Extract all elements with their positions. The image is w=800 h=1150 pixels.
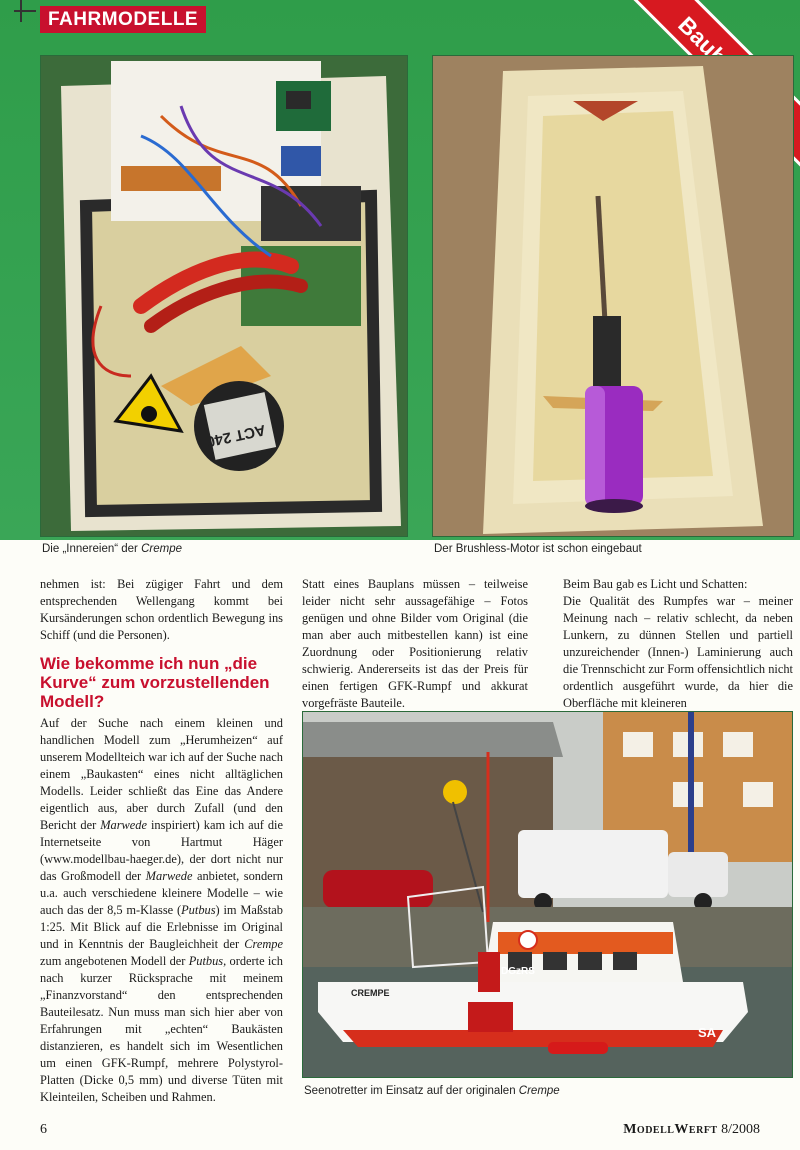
paragraph: Beim Bau gab es Licht und Schatten: (563, 577, 748, 591)
photo-rescue-boat (302, 711, 793, 1078)
crop-mark (14, 10, 36, 12)
magazine-issue: ModellWerft 8/2008 (623, 1122, 760, 1137)
section-heading: Wie bekomme ich nun „die Kurve“ zum vorzustellenden Modell? (40, 654, 270, 711)
paragraph: Auf der Suche nach einem kleinen und handlichen Modell zum „Herumheizen“ auf unserem Modellteich war ich auf der Suche nach einem „Baukasten“ eines nicht alltäglichen Modells. Leider schließt das Eine das Andere eigentlich aus, aber durch Zufall (und den Bericht der Marwede inspiriert) kam ich auf die Internetseite von Hartmut Häger (www.modellbau-haeger.de), der dort nicht nur das Großmodell der Marwede anbietet, sondern u.a. auch verschiedene kleinere Modelle – wie auch das der 8,5 m-Klasse (Putbus) im Maßstab 1:25. Mit Blick auf die Erlebnisse im Original und in Kenntnis der Baugleichheit der Crempe zum angebotenen Modell der Putbus, orderte ich nach kurzer Rücksprache mit meinem „Finanzvorstand“ den entsprechenden Bauteilesatz. Nun muss man sich hier aber von Erfahrungen mit „echten“ Baukästen distanzieren, es handelt sich im Wesentlichen um einen GFK-Rumpf, mehrere Polystyrol-Platten (Dicke 0,5 mm) und diverse Tüten mit Kleinteilen, Scheiben und Rahmen. (40, 716, 284, 1104)
page-number: 6 (40, 1122, 47, 1137)
photo2-caption: Der Brushless-Motor ist schon eingebaut (434, 543, 642, 555)
section-label: FAHRMODELLE (40, 6, 206, 33)
text-column-3 (563, 576, 793, 712)
ship-name: CREMPE (351, 988, 390, 998)
ship-registration: DGzRS (501, 966, 535, 977)
paragraph: Statt eines Bauplans müssen – teilweise leider nicht sehr aussagefähige – Fotos genügen und ohne Bilder vom Original (die man aber auch mitbestellen kann) ist eine Zuordnung oder Positionierung relativ schwierig. Andererseits ist das der Preis für einen fertigen GFK-Rumpf und akkurat vorgefräste Bauteile. (302, 577, 528, 710)
photo-brushless-motor (432, 55, 794, 537)
photo-hull-electronics (40, 55, 408, 537)
motor-label: ACT 240 (204, 421, 268, 451)
text-column-1 (40, 576, 283, 1106)
photo3-caption: Seenotretter im Einsatz auf der originalen Crempe (304, 1085, 560, 1097)
paragraph: nehmen ist: Bei zügiger Fahrt und dem entsprechenden Wellengang kommt bei Kursänderungen schon ordentlich Bewegung ins Schiff (und die Personen). (40, 577, 283, 642)
text-column-2 (302, 576, 528, 712)
paragraph: Die Qualität des Rumpfes war – meiner Meinung nach – relativ schlecht, da neben Lunkern, zu dünnen Stellen und partiell unzureichender (Innen-) Laminierung auch die Trennschicht zur Form offensichtlich nicht ordentlich ausgeführt wurde, da hier die Oberfläche mit kleineren (563, 594, 793, 710)
photo1-caption: Die „Innereien“ der Crempe (42, 543, 182, 555)
ship-bow-lettering: SA (698, 1025, 717, 1040)
